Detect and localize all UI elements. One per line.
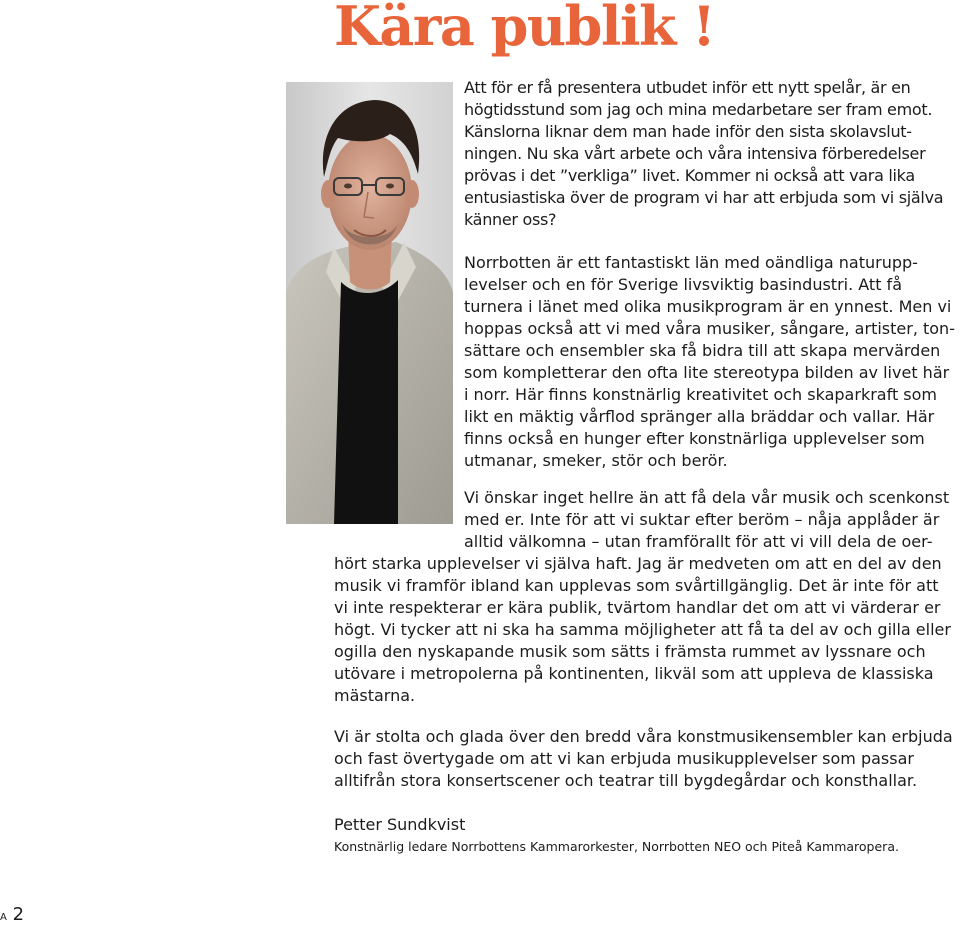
- body-line: likt en mäktig vårflod spränger alla bräddar och vallar. Här: [464, 407, 935, 426]
- portrait-photo: [286, 82, 453, 524]
- body-line: ogilla den nyskapande musik som sätts i främsta rummet av lyssnare och: [334, 642, 926, 661]
- body-line: utmanar, smeker, stör och berör.: [464, 451, 728, 470]
- signer-name: Petter Sundkvist: [334, 815, 466, 834]
- body-line: känner oss?: [464, 210, 557, 229]
- body-line: högtidsstund som jag och mina medarbetare ser fram emot.: [464, 100, 933, 119]
- body-line: som kompletterar den ofta lite stereotypa bilden av livet här: [464, 363, 950, 382]
- body-line: Att för er få presentera utbudet inför ett nytt spelår, är en: [464, 78, 911, 97]
- body-line: musik vi framför ibland kan upplevas som svårtillgänglig. Det är inte för att: [334, 576, 939, 595]
- signer-role: Konstnärlig ledare Norrbottens Kammarorkester, Norrbotten NEO och Piteå Kammaropera.: [334, 839, 899, 854]
- body-line: Vi önskar inget hellre än att få dela vår musik och scenkonst: [464, 488, 950, 507]
- body-line: vi inte respekterar er kära publik, tvärtom handlar det om att vi värderar er: [334, 598, 941, 617]
- body-line: Känslorna liknar dem man hade inför den sista skolavslut-: [464, 122, 912, 141]
- body-line: mästarna.: [334, 686, 416, 705]
- body-line: i norr. Här finns konstnärlig kreativitet och skaparkraft som: [464, 385, 938, 404]
- body-line: utövare i metropolerna på kontinenten, likväl som att uppleva de klassiska: [334, 664, 934, 683]
- body-line: levelser och en för Sverige livsviktig basindustri. Att få: [464, 275, 902, 294]
- body-line: hört starka upplevelser vi själva haft. Jag är medveten om att en del av den: [334, 554, 942, 573]
- body-line: hoppas också att vi med våra musiker, sångare, artister, ton-: [464, 319, 955, 338]
- body-line: sättare och ensembler ska få bidra till att skapa mervärden: [464, 341, 941, 360]
- page-title: Kära publik !: [334, 0, 715, 58]
- body-line: Vi är stolta och glada över den bredd våra konstmusikensembler kan erbjuda: [334, 727, 953, 746]
- body-line: entusiastiska över de program vi har att erbjuda som vi själva: [464, 188, 944, 207]
- body-line: med er. Inte för att vi suktar efter beröm – nåja applåder är: [464, 510, 940, 529]
- body-line: Norrbotten är ett fantastiskt län med oändliga naturupp-: [464, 253, 918, 272]
- page-number: [0, 905, 24, 928]
- body-line: högt. Vi tycker att ni ska ha samma möjligheter att få ta del av och gilla eller: [334, 620, 951, 639]
- page-section-letter: A: [0, 912, 7, 923]
- body-line: och fast övertygade om att vi kan erbjuda musikupplevelser som passar: [334, 749, 914, 768]
- body-line: alltifrån stora konsertscener och teatrar till bygdegårdar och konsthallar.: [334, 771, 918, 790]
- body-line: alltid välkomna – utan framförallt för att vi vill dela de oer-: [464, 532, 933, 551]
- body-line: prövas i det ”verkliga” livet. Kommer ni också att vara lika: [464, 166, 915, 185]
- body-line: turnera i länet med olika musikprogram är en ynnest. Men vi: [464, 297, 952, 316]
- page-number-value: 2: [12, 904, 25, 925]
- body-line: finns också en hunger efter konstnärliga upplevelser som: [464, 429, 925, 448]
- body-line: ningen. Nu ska vårt arbete och våra intensiva förberedelser: [464, 144, 926, 163]
